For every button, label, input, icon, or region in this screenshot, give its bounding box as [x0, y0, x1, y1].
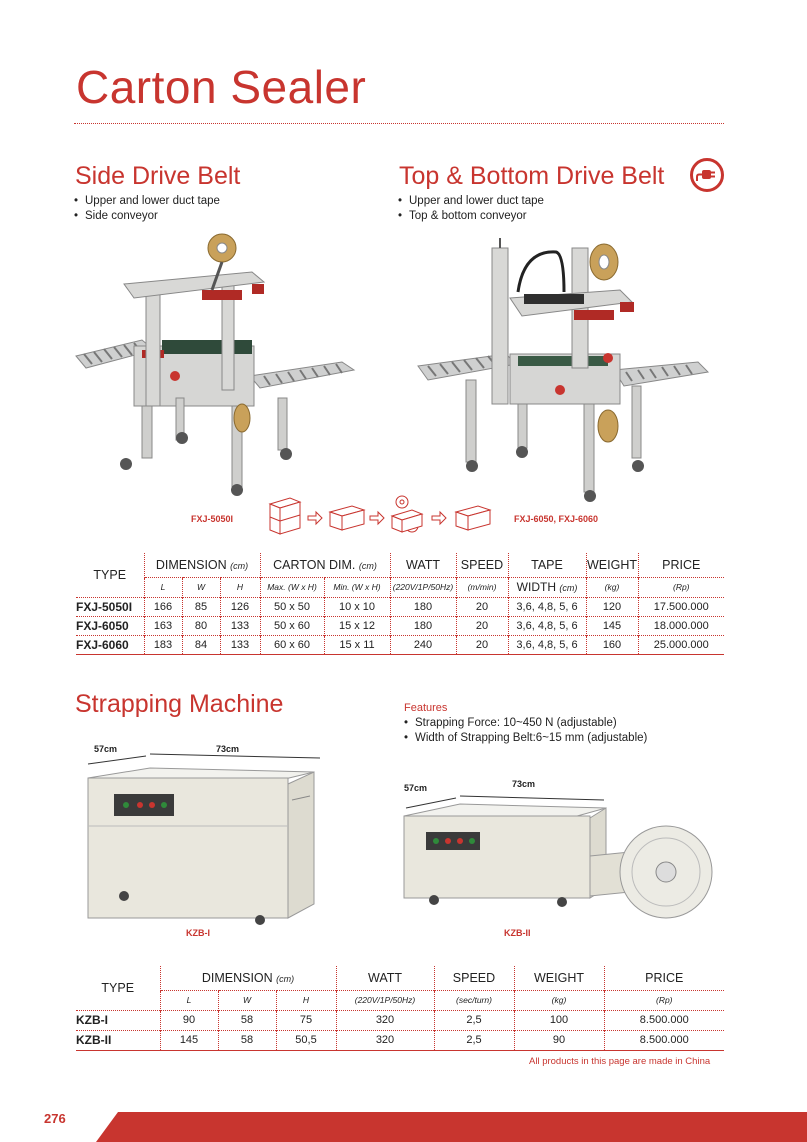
sub-speed: (sec/turn): [434, 990, 514, 1010]
footer-band: [0, 1112, 807, 1142]
col-weight: WEIGHT: [514, 966, 604, 990]
table-row: FXJ-6060 183 84 133 60 x 60 15 x 11 240 20 3,6, 4,8, 5, 6 160 25.000.000: [76, 635, 724, 654]
sub-l: L: [160, 990, 218, 1010]
side-drive-heading: Side Drive Belt: [75, 162, 241, 190]
col-dimension: DIMENSION (cm): [144, 553, 260, 577]
col-speed: SPEED: [434, 966, 514, 990]
sub-price: (Rp): [638, 577, 724, 597]
kzb2-depth-label: 57cm: [404, 783, 428, 793]
sub-h: H: [276, 990, 336, 1010]
table-row: KZB-I 90 58 75 320 2,5 100 8.500.000: [76, 1010, 724, 1030]
feature-item: • Top & bottom conveyor: [398, 209, 544, 224]
sealing-process-diagram: [266, 494, 496, 538]
kzb1-caption: KZB-I: [186, 928, 210, 938]
col-price: PRICE: [604, 966, 724, 990]
strapping-features: [404, 716, 647, 746]
side-drive-caption: FXJ-5050I: [191, 514, 234, 524]
carton-sealer-spec-table: [76, 553, 724, 655]
sub-max: Max. (W x H): [260, 577, 324, 597]
kzb1-width-label: 73cm: [216, 744, 240, 754]
col-type: TYPE: [101, 980, 135, 995]
table-row: FXJ-5050I 166 85 126 50 x 50 10 x 10 180 20 3,6, 4,8, 5, 6 120 17.500.000: [76, 597, 724, 616]
made-in-note: All products in this page are made in China: [529, 1056, 711, 1067]
table-row: FXJ-6050 163 80 133 50 x 60 15 x 12 180 20 3,6, 4,8, 5, 6 145 18.000.000: [76, 616, 724, 635]
col-watt: WATT: [336, 966, 434, 990]
features-title: Features: [404, 702, 448, 714]
sub-watt: (220V/1P/50Hz): [336, 990, 434, 1010]
col-speed: SPEED: [456, 553, 508, 577]
sub-weight: (kg): [586, 577, 638, 597]
kzb1-depth-label: 57cm: [94, 744, 118, 754]
feature-item: • Width of Strapping Belt:6~15 mm (adjustable): [404, 731, 647, 746]
col-carton-dim: CARTON DIM. (cm): [260, 553, 390, 577]
sub-l: L: [144, 577, 182, 597]
top-bottom-sealer-image: [414, 230, 714, 505]
title-divider: [74, 123, 724, 124]
strapping-spec-table: [76, 966, 724, 1051]
sub-price: (Rp): [604, 990, 724, 1010]
kzb1-machine-image: [84, 748, 324, 928]
feature-item: • Strapping Force: 10~450 N (adjustable): [404, 716, 647, 731]
col-tape: TAPE: [508, 553, 586, 577]
top-bottom-drive-features: [398, 194, 544, 224]
feature-item: • Upper and lower duct tape: [398, 194, 544, 209]
top-bottom-caption: FXJ-6050, FXJ-6060: [514, 514, 599, 524]
col-watt: WATT: [390, 553, 456, 577]
side-drive-sealer-image: [72, 228, 362, 498]
sub-speed: (m/min): [456, 577, 508, 597]
sub-tape: WIDTH (cm): [508, 577, 586, 597]
plug-icon: [690, 158, 724, 192]
top-bottom-drive-heading: Top & Bottom Drive Belt: [399, 162, 665, 190]
feature-item: • Side conveyor: [74, 209, 220, 224]
sub-min: Min. (W x H): [324, 577, 390, 597]
sub-watt: (220V/1P/50Hz): [390, 577, 456, 597]
kzb2-machine-image: [400, 786, 716, 922]
col-price: PRICE: [638, 553, 724, 577]
sub-h: H: [220, 577, 260, 597]
table-row: KZB-II 145 58 50,5 320 2,5 90 8.500.000: [76, 1030, 724, 1050]
kzb2-width-label: 73cm: [512, 779, 536, 789]
page-number: 276: [44, 1111, 66, 1126]
col-weight: WEIGHT: [586, 553, 638, 577]
page-title: Carton Sealer: [76, 61, 367, 113]
feature-item: • Upper and lower duct tape: [74, 194, 220, 209]
side-drive-features: [74, 194, 220, 224]
sub-w: W: [182, 577, 220, 597]
strapping-heading: Strapping Machine: [75, 690, 284, 718]
col-type: TYPE: [93, 567, 127, 582]
sub-w: W: [218, 990, 276, 1010]
kzb2-caption: KZB-II: [504, 928, 531, 938]
col-dimension: DIMENSION (cm): [160, 966, 336, 990]
sub-weight: (kg): [514, 990, 604, 1010]
